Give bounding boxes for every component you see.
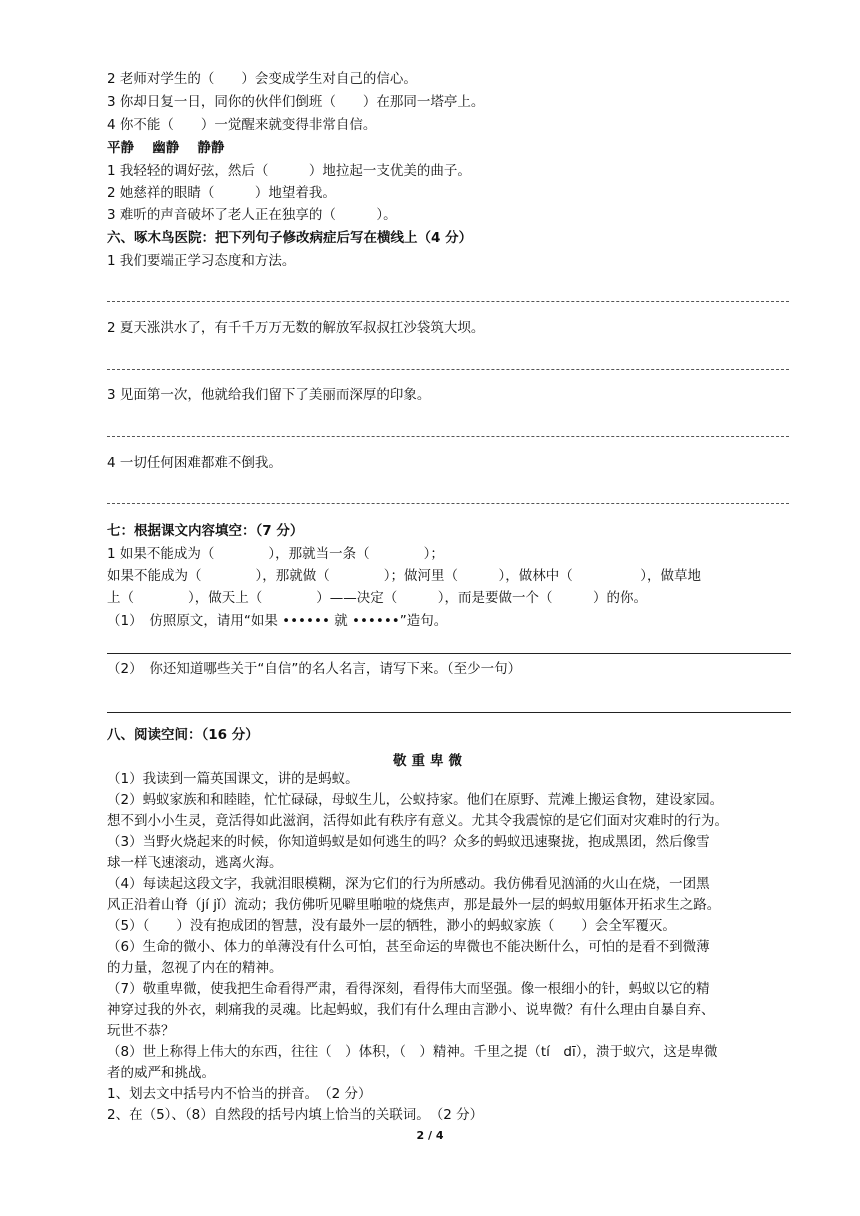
section-eight-heading: 八、阅读空间：（16 分） (107, 727, 259, 743)
passage-line: （6）生命的微小、体力的单薄没有什么可怕，甚至命运的卑微也不能决断什么，可怕的是看不到微薄 (107, 939, 710, 955)
answer-line (107, 436, 789, 437)
q-line: 2 她慈祥的眼睛（ ）地望着我。 (107, 185, 336, 201)
fill-line: 上（ ），做天上（ ）——决定（ ），而是要做一个（ ）的你。 (107, 590, 647, 606)
passage-line: 想不到小小生灵，竟活得如此滋润，活得如此有秩序有意义。尤其令我震惊的是它们面对灾难时的行为。 (107, 813, 728, 829)
q-line: 3 难听的声音破坏了老人正在独享的（ ）。 (107, 207, 397, 223)
answer-line (107, 653, 791, 654)
passage-line: （3）当野火烧起来的时候，你知道蚂蚁是如何逃生的吗？众多的蚂蚁迅速聚拢，抱成黑团，然后像雪 (107, 834, 710, 850)
answer-line (107, 369, 789, 370)
answer-line (107, 301, 789, 302)
passage-line: 玩世不恭？ (107, 1023, 175, 1039)
fill-line: 如果不能成为（ ），那就做（ ）；做河里（ ），做林中（ ），做草地 (107, 568, 701, 584)
sentence-item: 3 见面第一次，他就给我们留下了美丽而深厚的印象。 (107, 387, 431, 403)
q-line: 1 我轻轻的调好弦，然后（ ）地拉起一支优美的曲子。 (107, 163, 471, 179)
passage-line: （8）世上称得上伟大的东西，往往（ ）体积，（ ）精神。千里之提（tí dī），溃于蚁穴，这是卑微 (107, 1044, 718, 1060)
sentence-item: 4 一切任何困难都难不倒我。 (107, 455, 282, 471)
reading-question: 1、划去文中括号内不恰当的拼音。 （2 分） (107, 1086, 372, 1102)
passage-title: 敬重卑微 (393, 753, 467, 769)
sentence-item: 2 夏天涨洪水了，有千千万万无数的解放军叔叔扛沙袋筑大坝。 (107, 320, 485, 336)
q-line: 2 老师对学生的（ ）会变成学生对自己的信心。 (107, 71, 417, 87)
page-number: 2 / 4 (416, 1129, 444, 1142)
passage-line: （4）每读起这段文字，我就泪眼模糊，深为它们的行为所感动。我仿佛看见汹涌的火山在烧，一团黑 (107, 876, 710, 892)
sentence-item: 1 我们要端正学习态度和方法。 (107, 253, 296, 269)
sub-question: （2） 你还知道哪些关于“自信”的名人名言，请写下来。（至少一句） (107, 661, 522, 677)
passage-line: 者的威严和挑战。 (107, 1065, 215, 1081)
q-line: 3 你却日复一日，同你的伙伴们倒班（ ）在那同一塔亭上。 (107, 94, 485, 110)
section-seven-heading: 七：根据课文内容填空：（7 分） (107, 523, 304, 539)
passage-line: （1）我读到一篇英国课文，讲的是蚂蚁。 (107, 771, 359, 787)
fill-line: 1 如果不能成为（ ），那就当一条（ ）； (107, 546, 444, 562)
answer-line (107, 712, 791, 713)
passage-line: 球一样飞速滚动，逃离火海。 (107, 855, 283, 871)
sub-question: （1） 仿照原文，请用“如果 •••••• 就 ••••••”造句。 (107, 613, 448, 629)
reading-question: 2、在（5）、（8）自然段的括号内填上恰当的关联词。 （2 分） (107, 1107, 484, 1123)
passage-line: 的力量，忽视了内在的精神。 (107, 960, 283, 976)
section-six-heading: 六、啄木鸟医院：把下列句子修改病症后写在横线上（4 分） (107, 230, 473, 246)
passage-line: （5）（ ）没有抱成团的智慧，没有最外一层的牺牲，渺小的蚂蚁家族（ ）会全军覆灭。 (107, 918, 676, 934)
passage-line: （2）蚂蚁家族和和睦睦，忙忙碌碌，母蚁生儿，公蚁持家。他们在原野、荒滩上搬运食物，建设家园。 (107, 792, 724, 808)
answer-line (107, 503, 789, 504)
passage-line: 风正沿着山脊（jí jǐ）流动；我仿佛听见噼里啪啦的烧焦声，那是最外一层的蚂蚁用躯体开拓求生之路。 (107, 897, 721, 913)
q-line: 4 你不能（ ）一觉醒来就变得非常自信。 (107, 117, 377, 133)
passage-line: （7）敬重卑微，使我把生命看得严肃，看得深刻，看得伟大而坚强。像一根细小的针，蚂蚁以它的精 (107, 981, 710, 997)
word-choices: 平静 幽静 静静 (107, 140, 225, 156)
passage-line: 神穿过我的外衣，刺痛我的灵魂。比起蚂蚁，我们有什么理由言渺小、说卑微？有什么理由自暴自弃、 (107, 1002, 715, 1018)
